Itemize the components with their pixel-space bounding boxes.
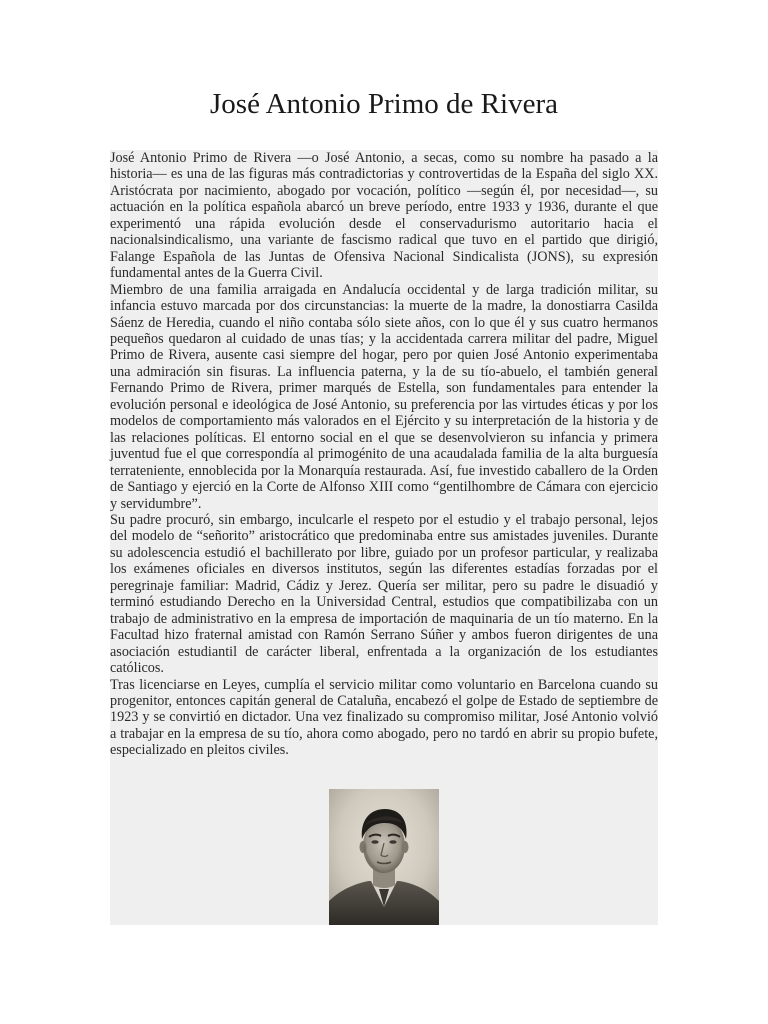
paragraph-2: Miembro de una familia arraigada en Andalucía occidental y de larga tradición militar, su infancia estuvo marcada por dos circunstancias: la muerte de la madre, la donostiarra Casilda Sáenz de Heredia, cuando el niño contaba sólo siete años, con lo que él y sus cuatro hermanos pequeños quedaron al cuidado de unas tías; y la accidentada carrera militar del padre, Miguel Primo de Rivera, ausente casi siempre del hogar, pero por quien José Antonio experimentaba una admiración sin fisuras. La influencia paterna, y la de su tío-abuelo, el también general Fernando Primo de Rivera, primer marqués de Estella, son fundamentales para entender la evolución personal e ideológica de José Antonio, su preferencia por las virtudes éticas y por los modelos de comportamiento más valorados en el Ejército y su interpretación de la historia y de las relaciones políticas. El entorno social en el que se desenvolvieron su infancia y primera juventud fue el que correspondía al primogénito de una acaudalada familia de la alta burguesía terrateniente, ennoblecida por la Monarquía restaurada. Así, fue investido caballero de la Orden de Santiago y ejerció en la Corte de Alfonso XIII como “gentilhombre de Cámara con ejercicio y servidumbre”. <box>110 281 658 512</box>
portrait-photo <box>329 789 439 925</box>
content-block <box>110 150 658 925</box>
paragraph-1: José Antonio Primo de Rivera —o José Antonio, a secas, como su nombre ha pasado a la historia— es una de las figuras más contradictorias y controvertidas de la España del siglo XX. Aristócrata por nacimiento, abogado por vocación, político —según él, por necesidad—, su actuación en la política española abarcó un breve período, entre 1933 y 1936, durante el que experimentó una rápida evolución desde el conservadurismo autoritario hacia el nacionalsindicalismo, una variante de fascismo radical que tuvo en el partido que dirigió, Falange Española de las Juntas de Ofensiva Nacional Sindicalista (JONS), su expresión fundamental antes de la Guerra Civil. <box>110 150 658 282</box>
paragraph-4: Tras licenciarse en Leyes, cumplía el servicio militar como voluntario en Barcelona cuando su progenitor, entonces capitán general de Cataluña, encabezó el golpe de Estado de septiembre de 1923 y se convirtió en dictador. Una vez finalizado su compromiso militar, José Antonio volvió a trabajar en la empresa de su tío, ahora como abogado, pero no tardó en abrir su propio bufete, especializado en pleitos civiles. <box>110 676 658 759</box>
paragraph-3: Su padre procuró, sin embargo, inculcarle el respeto por el estudio y el trabajo personal, lejos del modelo de “señorito” aristocrático que predominaba entre sus amistades juveniles. Durante su adolescencia estudió el bachillerato por libre, guiado por un profesor particular, y realizaba los exámenes oficiales en diversos institutos, según las diferentes estadías forzadas por el peregrinaje familiar: Madrid, Cádiz y Jerez. Quería ser militar, pero su padre le disuadió y terminó estudiando Derecho en la Universidad Central, estudios que compatibilizaba con un trabajo de administrativo en la empresa de importación de maquinaria de un tío materno. En la Facultad hizo fraternal amistad con Ramón Serrano Súñer y ambos fueron dirigentes de una asociación estudiantil de carácter liberal, enfrentada a la organización de los estudiantes católicos. <box>110 511 658 677</box>
article-body <box>110 150 658 759</box>
document-title: José Antonio Primo de Rivera <box>210 88 558 120</box>
